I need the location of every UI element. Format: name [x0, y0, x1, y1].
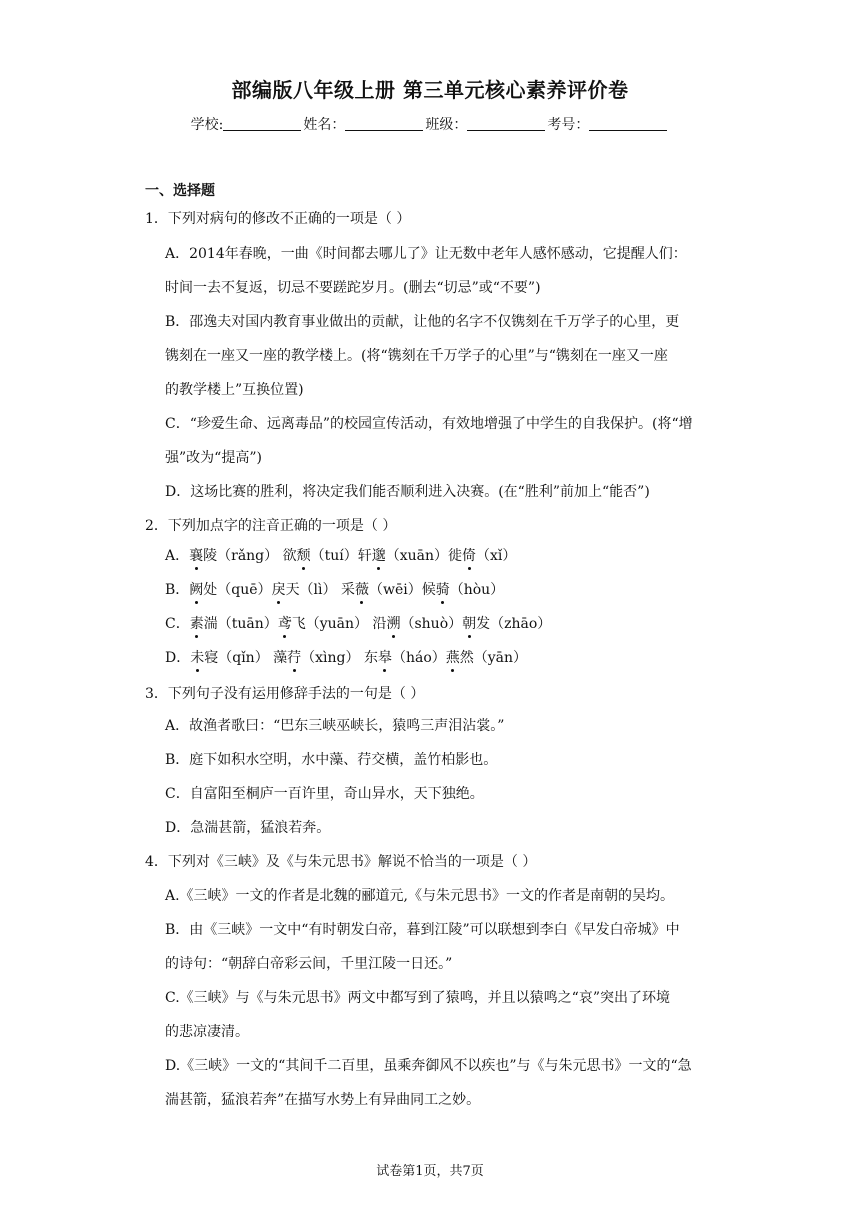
- option-key: A．: [165, 548, 190, 564]
- option-text: 飞（yuān） 沿: [291, 616, 387, 632]
- q3-line-3: C．自富阳至桐庐一百许里，奇山异水，天下独绝。: [165, 786, 484, 802]
- dotted-char: 颓: [297, 545, 311, 565]
- class-blank[interactable]: [467, 115, 545, 131]
- q1-line-6: C．“珍爱生命、远离毒品”的校园宣传活动，有效地增强了中学生的自我保护。(将“增: [165, 416, 693, 432]
- name-blank[interactable]: [345, 115, 423, 131]
- school-blank[interactable]: [223, 115, 301, 131]
- question-3-stem: 3．下列句子没有运用修辞手法的一句是（ ）: [145, 686, 425, 702]
- dotted-char: 骑: [436, 579, 450, 599]
- option-text: （tuí）轩: [310, 548, 372, 564]
- exam-title: 部编版八年级上册 第三单元核心素养评价卷: [231, 78, 629, 102]
- dotted-char: 素: [190, 613, 204, 633]
- option-key: C．: [165, 616, 190, 632]
- dotted-char: 皋: [378, 647, 392, 667]
- option-text: 然（yān）: [459, 650, 528, 666]
- dotted-char: 朝: [462, 613, 476, 633]
- dotted-char: 戾: [272, 579, 286, 599]
- dotted-char: 薇: [355, 579, 369, 599]
- q4-line-7: 湍甚箭，猛浪若奔”在描写水势上有异曲同工之妙。: [165, 1092, 481, 1108]
- q4-line-2: B．由《三峡》一文中“有时朝发白帝，暮到江陵”可以联想到李白《早发白帝城》中: [165, 922, 680, 938]
- q1-line-1: A．2014年春晚，一曲《时间都去哪儿了》让无数中老年人感怀感动，它提醒人们：: [165, 246, 687, 262]
- q1-line-3: B．邵逸夫对国内教育事业做出的贡献，让他的名字不仅镌刻在千万学子的心里，更: [165, 314, 680, 330]
- option-text: 湍（tuān）: [203, 616, 278, 632]
- q2-option-d: [165, 647, 527, 667]
- page-footer: 试卷第1页，共7页: [376, 1164, 484, 1179]
- dotted-char: 未: [190, 647, 204, 667]
- option-text: 天（lì） 采: [285, 582, 355, 598]
- dotted-char: 邈: [372, 545, 386, 565]
- class-label: 班级：: [425, 117, 468, 133]
- exam-number-label: 考号：: [547, 117, 590, 133]
- option-text: 处（quē）: [203, 582, 272, 598]
- q4-line-4: C.《三峡》与《与朱元思书》两文中都写到了猿鸣，并且以猿鸣之“哀”突出了环境: [165, 990, 670, 1006]
- student-info-line: [0, 114, 860, 134]
- option-text: 发（zhāo）: [476, 616, 552, 632]
- option-text: 寝（qǐn） 藻: [204, 650, 288, 666]
- q2-option-a: [165, 545, 516, 565]
- dotted-char: 阙: [189, 579, 203, 599]
- name-label: 姓名：: [303, 117, 346, 133]
- dotted-char: 燕: [446, 647, 460, 667]
- dotted-char: 鸢: [278, 613, 292, 633]
- school-label: 学校:: [190, 117, 224, 133]
- q3-line-1: A．故渔者歌曰：“巴东三峡巫峡长，猿鸣三声泪沾裳。”: [165, 718, 505, 734]
- option-text: （wēi）候: [368, 582, 436, 598]
- option-text: 陵（rǎng） 欲: [203, 548, 297, 564]
- option-text: （háo）: [391, 650, 446, 666]
- option-key: B．: [165, 582, 190, 598]
- option-text: （xìng） 东: [301, 650, 378, 666]
- q4-line-3: 的诗句：“朝辞白帝彩云间，千里江陵一日还。”: [165, 956, 453, 972]
- q4-line-5: 的悲凉凄清。: [165, 1024, 249, 1040]
- question-1-stem: 1．下列对病句的修改不正确的一项是（ ）: [145, 211, 411, 227]
- dotted-char: 溯: [386, 613, 400, 633]
- q4-line-6: D.《三峡》一文的“其间千二百里，虽乘奔御风不以疾也”与《与朱元思书》一文的“急: [165, 1058, 692, 1074]
- q2-option-b: [165, 579, 504, 599]
- q3-line-4: D．急湍甚箭，猛浪若奔。: [165, 820, 331, 836]
- option-text: （xuān）徙: [385, 548, 462, 564]
- option-key: D．: [165, 650, 191, 666]
- option-text: （shuò）: [400, 616, 463, 632]
- q1-line-5: 的教学楼上”互换位置): [165, 382, 304, 398]
- q4-line-1: A.《三峡》一文的作者是北魏的郦道元,《与朱元思书》一文的作者是南朝的吴均。: [165, 888, 675, 904]
- dotted-char: 倚: [462, 545, 476, 565]
- q1-line-8: D．这场比赛的胜利，将决定我们能否顺利进入决赛。(在“胜利”前加上“能否”): [165, 484, 650, 500]
- q1-line-7: 强”改为“提高”): [165, 450, 262, 466]
- q2-option-c: [165, 613, 551, 633]
- option-text: （hòu）: [449, 582, 505, 598]
- q3-line-2: B．庭下如积水空明，水中藻、荇交横，盖竹柏影也。: [165, 752, 498, 768]
- question-4-stem: 4．下列对《三峡》及《与朱元思书》解说不恰当的一项是（ ）: [145, 854, 537, 870]
- exam-number-blank[interactable]: [589, 115, 667, 131]
- option-text: （xǐ）: [476, 548, 517, 564]
- section-title: 一、选择题: [145, 183, 215, 199]
- q1-line-2: 时间一去不复返，切忌不要蹉跎岁月。(删去“切忌”或“不要”): [165, 280, 541, 296]
- dotted-char: 襄: [189, 545, 203, 565]
- dotted-char: 荇: [287, 647, 301, 667]
- question-2-stem: 2．下列加点字的注音正确的一项是（ ）: [145, 518, 397, 534]
- q1-line-4: 镌刻在一座又一座的教学楼上。(将“镌刻在千万学子的心里”与“镌刻在一座又一座: [165, 348, 668, 364]
